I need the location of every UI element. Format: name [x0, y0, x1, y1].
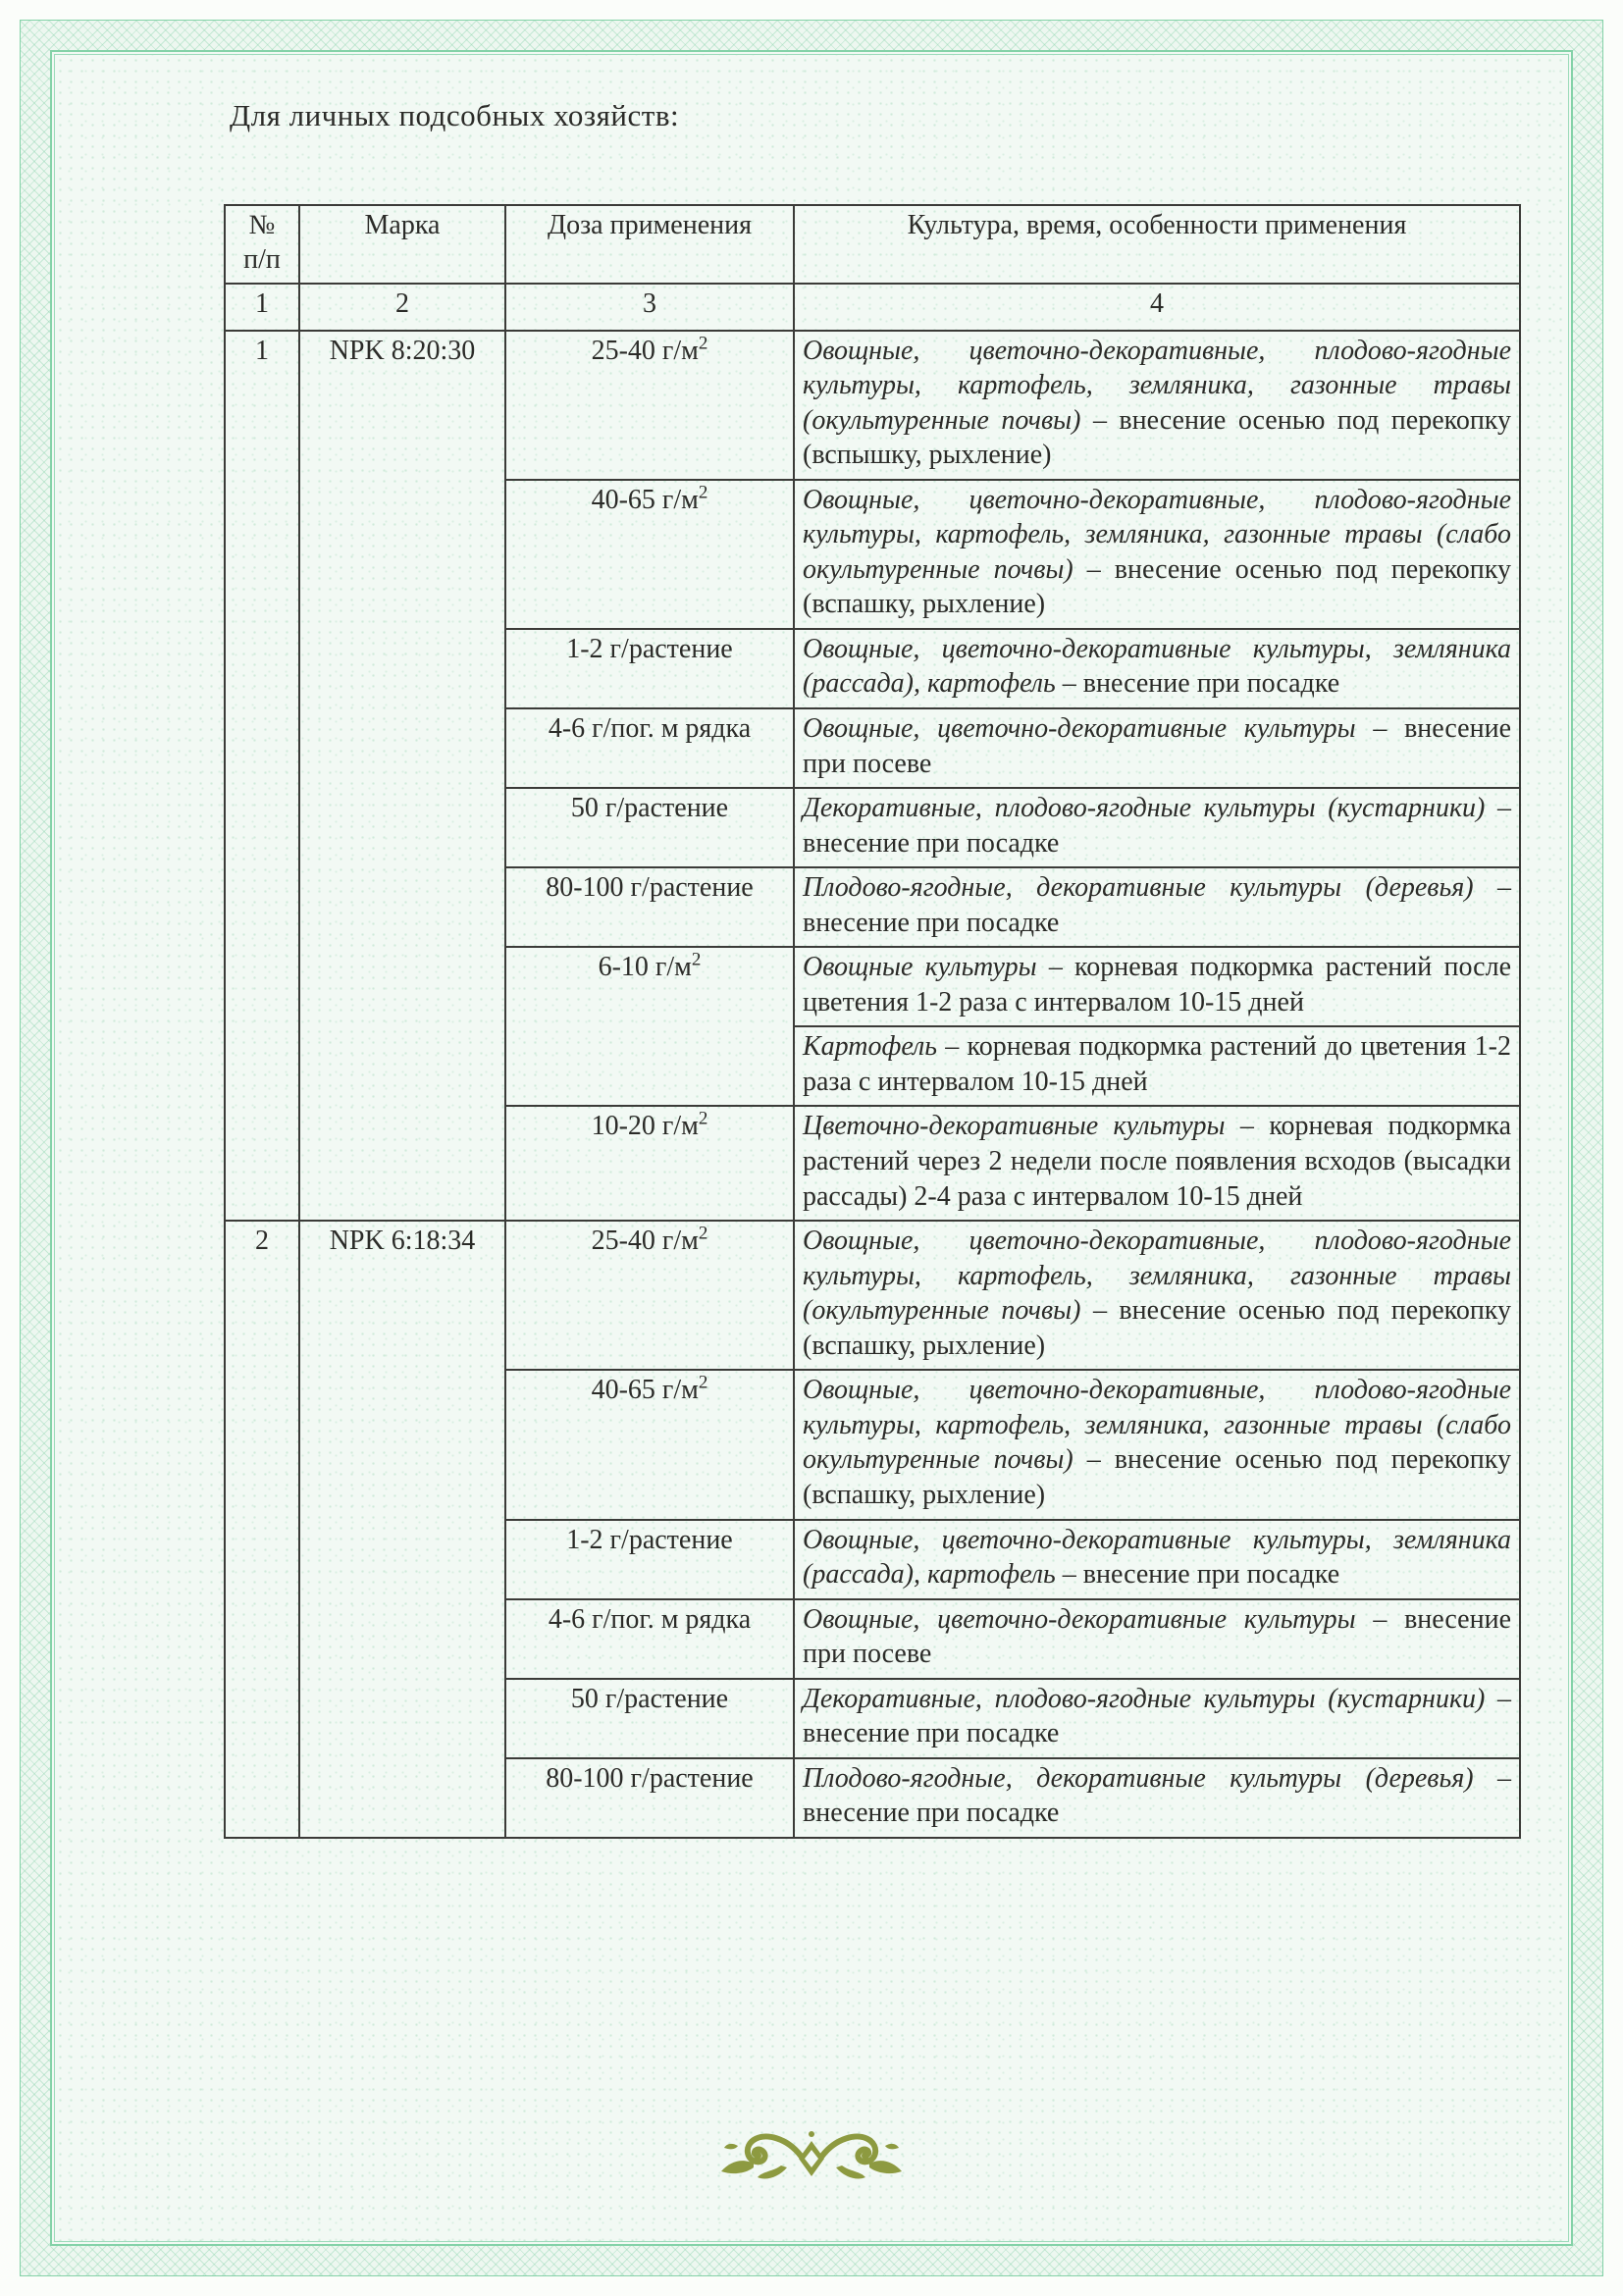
culture-cell: Декоративные, плодово-ягодные культуры (кустарники) – внесение при посадке: [794, 788, 1520, 867]
header-row: [225, 205, 1520, 284]
culture-cell: Овощные, цветочно-декоративные, плодово-ягодные культуры, картофель, земляника, газонные травы (окультуренные почвы) – внесение осенью под перекопку (вспышку, рыхление): [794, 331, 1520, 480]
column-number-row: 1 2 3 4: [225, 284, 1520, 331]
culture-cell: Овощные культуры – корневая подкормка растений после цветения 1-2 раза с интервалом 10-15 дней: [794, 947, 1520, 1026]
dose-cell: 80-100 г/растение: [505, 867, 794, 947]
culture-cell: Цветочно-декоративные культуры – корневая подкормка растений через 2 недели после появления всходов (высадки рассады) 2-4 раза с интервалом 10-15 дней: [794, 1106, 1520, 1221]
brand-cell: NPK 6:18:34: [299, 1221, 505, 1838]
row-number: 1: [225, 331, 299, 1222]
culture-cell: Овощные, цветочно-декоративные, плодово-ягодные культуры, картофель, земляника, газонные травы (слабо окультуренные почвы) – внесение осенью под перекопку (вспашку, рыхление): [794, 480, 1520, 629]
dose-cell: 1-2 г/растение: [505, 1520, 794, 1599]
dose-cell: 4-6 г/пог. м рядка: [505, 708, 794, 788]
dose-cell: 40-65 $г/м^2$: [505, 1370, 794, 1519]
inner-frame: [50, 50, 1573, 2246]
dose-cell: 50 г/растение: [505, 1679, 794, 1758]
dose-cell: 50 г/растение: [505, 788, 794, 867]
guilloche-border-band: [20, 20, 1603, 2276]
brand-cell: NPK 8:20:30: [299, 331, 505, 1222]
header-num: № п/п: [225, 205, 299, 284]
floral-flourish-icon: [718, 2126, 905, 2196]
dose-cell: 25-40 $г/м^2$: [505, 331, 794, 480]
culture-cell: Овощные, цветочно-декоративные культуры, земляника (рассада), картофель – внесение при посадке: [794, 1520, 1520, 1599]
dose-cell: 25-40 $г/м^2$: [505, 1221, 794, 1370]
table-row: [225, 331, 1520, 480]
dose-cell: 1-2 г/растение: [505, 629, 794, 708]
culture-cell: Овощные, цветочно-декоративные, плодово-ягодные культуры, картофель, земляника, газонные травы (слабо окультуренные почвы) – внесение осенью под перекопку (вспашку, рыхление): [794, 1370, 1520, 1519]
culture-cell: Плодово-ягодные, декоративные культуры (деревья) – внесение при посадке: [794, 867, 1520, 947]
culture-cell: Картофель – корневая подкормка растений до цветения 1-2 раза с интервалом 10-15 дней: [794, 1026, 1520, 1106]
dose-cell: 4-6 г/пог. м рядка: [505, 1599, 794, 1679]
culture-cell: Плодово-ягодные, декоративные культуры (деревья) – внесение при посадке: [794, 1758, 1520, 1838]
header-brand: Марка: [299, 205, 505, 284]
header-dose: Доза применения: [505, 205, 794, 284]
table-row: [225, 1221, 1520, 1370]
document-content-area: [54, 54, 1569, 2242]
dose-cell: 80-100 г/растение: [505, 1758, 794, 1838]
page-title: Для личных подсобных хозяйств:: [230, 98, 680, 132]
dose-cell: 10-20 $г/м^2$: [505, 1106, 794, 1221]
culture-cell: Декоративные, плодово-ягодные культуры (кустарники) – внесение при посадке: [794, 1679, 1520, 1758]
culture-cell: Овощные, цветочно-декоративные, плодово-ягодные культуры, картофель, земляника, газонные травы (окультуренные почвы) – внесение осенью под перекопку (вспашку, рыхление): [794, 1221, 1520, 1370]
row-number: 2: [225, 1221, 299, 1838]
dose-cell: 6-10 $г/м^2$: [505, 947, 794, 1106]
dose-cell: 40-65 $г/м^2$: [505, 480, 794, 629]
fertilizer-application-table: [224, 204, 1521, 1839]
culture-cell: Овощные, цветочно-декоративные культуры – внесение при посеве: [794, 708, 1520, 788]
header-culture: Культура, время, особенности применения: [794, 205, 1520, 284]
culture-cell: Овощные, цветочно-декоративные культуры, земляника (рассада), картофель – внесение при посадке: [794, 629, 1520, 708]
culture-cell: Овощные, цветочно-декоративные культуры – внесение при посеве: [794, 1599, 1520, 1679]
